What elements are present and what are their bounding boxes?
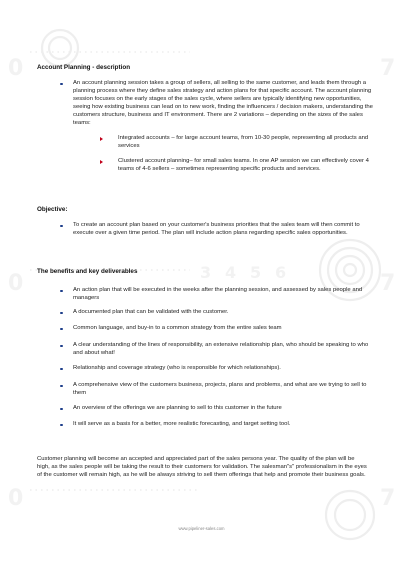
bullet-icon [60, 421, 64, 428]
closing-paragraph: Customer planning will become an accepted and appreciated part of the sales persons year. The quality of the plan will be high, as the sales people will be taking the result to their customers for validation. The salesman"s" professionalism in the eyes of the customer will remain high, as he will be always striving to sell them offerings that help and promote their business goals. [37, 456, 367, 478]
watermark-digit: 0 [8, 271, 24, 296]
bullet-icon [60, 325, 64, 332]
benefit-item: It will serve as a basis for a better, more realistic forecasting, and target setting tool. [73, 421, 291, 427]
section-heading-objective: Objective: [37, 206, 68, 213]
bullet-icon [60, 405, 64, 412]
bullet-icon [60, 342, 64, 349]
benefit-item: Relationship and coverage strategy (who is responsible for which relationships). [73, 365, 281, 371]
footer-url: www.pipeliner-sales.com [178, 526, 225, 531]
watermark-digit: 0 [8, 486, 24, 511]
arrow-bullet-icon [100, 135, 105, 142]
benefit-item: Common language, and buy-in to a common strategy from the entire sales team [73, 325, 282, 331]
watermark-digit: 7 [380, 56, 396, 81]
watermark-digit: 4 [225, 263, 237, 282]
arrow-bullet-icon [100, 158, 105, 165]
objective-text: To create an account plan based on your customer's business priorities that the sales team will then commit to execute over a given time period. The plan will include action plans regarding specific sales opportunities. [73, 222, 360, 236]
benefit-item: An overview of the offerings we are planning to sell to this customer in the future [73, 405, 282, 411]
benefit-item: An action plan that will be executed in the weeks after the planning session, and assessed by sales people and managers [73, 287, 363, 301]
bullet-icon [60, 222, 64, 229]
watermark-digit: 7 [380, 486, 396, 511]
account-planning-intro: An account planning session takes a group of sellers, all selling to the same customer, and leads them through a planning process where they define sales strategy and action plans for that specific account. The account planning session focuses on the early stages of the sales cycle, where sellers are typically identifying new opportunities, seeing how existing business can lead on to new work, finding the influencers / decision makers, understanding the customers structure, business and IT environment. There are 2 variations – depending on the sizes of the sales teams: [73, 80, 373, 126]
watermark-digit: 5 [250, 263, 262, 282]
section-heading-account-planning: Account Planning - description [37, 64, 131, 71]
benefit-item: A comprehensive view of the customers business, projects, plans and problems, and what are we trying to sell to them [73, 382, 367, 396]
benefit-item: A clear understanding of the lines of responsibility, an extensive relationship plan, who should be speaking to who and about what! [73, 342, 369, 356]
watermark-digit: 6 [275, 263, 287, 282]
section-heading-benefits: The benefits and key deliverables [37, 268, 138, 275]
bullet-icon [60, 287, 64, 294]
benefit-item: A documented plan that can be validated with the customer. [73, 309, 229, 315]
watermark-digit: 3 [200, 263, 212, 282]
variation-item: Clustered account planning– for small sales teams. In one AP session we can effectively cover 4 teams of 4-6 sellers – sometimes representing specific products and services. [118, 158, 369, 172]
bullet-icon [60, 365, 64, 372]
variation-item: Integrated accounts – for large account teams, from 10-30 people, representing all products and services [118, 135, 369, 149]
bullet-icon [60, 382, 64, 389]
watermark-digit: 0 [8, 56, 24, 81]
bullet-icon [60, 80, 64, 87]
bullet-icon [60, 309, 64, 316]
watermark-digit: 7 [380, 271, 396, 296]
